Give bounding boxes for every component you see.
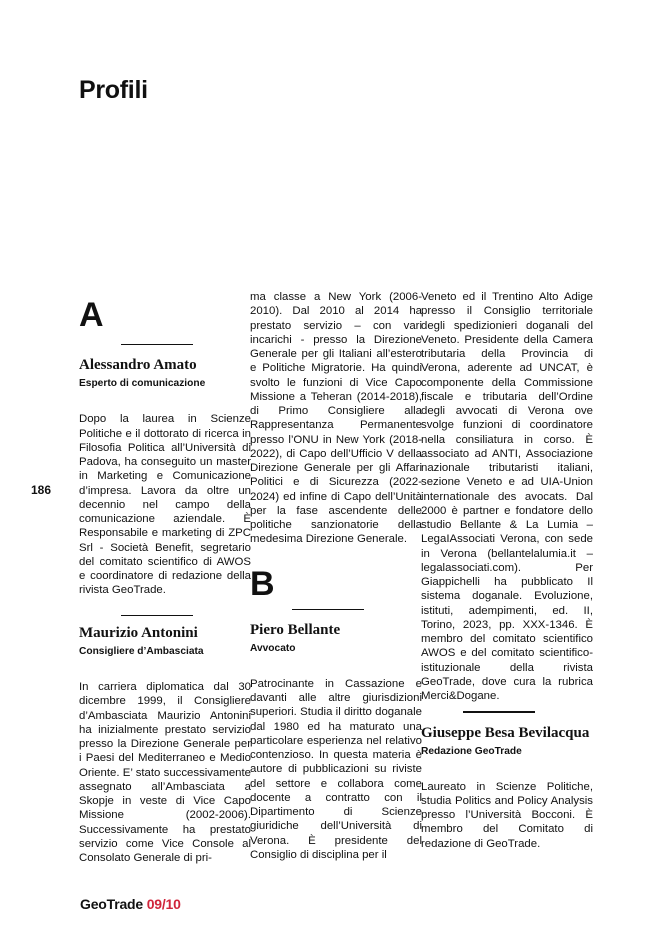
column-1 xyxy=(79,290,251,865)
divider xyxy=(292,609,364,610)
profile-bio: Dopo la laurea in Scienze Politiche e il dottorato di ricerca in Filosofia Politica all’Università di Padova, ha conseguito un master in Marketing e Comunicazione d’impresa. Lavora da oltre un decennio nel campo della comunicazione aziendale. È Responsabile e marketing di ZPC Srl - Società Benefit, segretario del comitato scientifico di AWOS e coordinatore di redazione della rivista GeoTrade. xyxy=(79,413,251,597)
profile-bio: In carriera diplomatica dal 30 dicembre 1999, il Consigliere d’Ambasciata Maurizio Antonini ha inizialmente prestato servizio presso la Direzione Generale per i Paesi del Mediterraneo e Medio Oriente. E’ stato successivamente assegnato all’Ambasciata a Skopje in veste di Vice Capo Missione (2002-2006). Successivamente ha prestato servizio come Vice Console al Consolato Generale di pri- xyxy=(79,681,251,865)
issue-number: 09/10 xyxy=(146,896,181,912)
profile-name: Maurizio Antonini xyxy=(79,625,198,642)
divider xyxy=(463,711,535,712)
profile-bio-continued: ma classe a New York (2006-2010). Dal 2010 al 2014 ha prestato servizio – con vari incarichi - presso la Direzione Generale per gli Italiani all’estero e Politiche Migratorie. Ha quindi svolto le funzioni di Vice Capo Missione a Teheran (2014-2018), di Primo Consigliere alla Rappresentanza Permanente presso l’ONU in New York (2018-2022), di Capo dell’Ufficio V della Direzione Generale per gli Affari Politici e di Sicurezza (2022-2024) ed infine di Capo dell’Unità per la fase ascendente delle politiche sanzionatorie della medesima Direzione Generale. xyxy=(250,291,422,546)
divider xyxy=(121,615,193,616)
profile-name: Giuseppe Besa Bevilacqua xyxy=(421,724,590,741)
column-3 xyxy=(421,290,593,851)
footer-brand xyxy=(80,896,181,912)
profile-name: Piero Bellante xyxy=(250,621,341,638)
page-number: 186 xyxy=(31,483,52,497)
profile-role: Redazione GeoTrade xyxy=(421,745,522,757)
magazine-name: GeoTrade xyxy=(80,896,143,912)
section-letter-b: B xyxy=(250,564,275,603)
profile-role: Avvocato xyxy=(250,642,296,654)
section-letter-a: A xyxy=(79,296,104,334)
profile-bio: Patrocinante in Cassazione e davanti alle altre giurisdizioni superiori. Studia il diritto doganale dal 1980 ed ha maturato una particolare esperienza nel relativo contenzioso. In questa materia è autore di pubblicazioni su riviste del settore e collabora come docente a contratto con il Dipartimento di Scienze giuridiche dell’Università di Verona. È presidente del Consiglio di disciplina per il xyxy=(250,677,422,861)
profile-name: Alessandro Amato xyxy=(79,357,197,374)
profile-bio: Laureato in Scienze Politiche, studia Politics and Policy Analysis presso l’Università Bocconi. È membro del Comitato di redazione di GeoTrade. xyxy=(421,780,593,850)
page-title: Profili xyxy=(79,76,148,104)
profile-bio-continued: Veneto ed il Trentino Alto Adige presso il Consiglio territoriale degli spedizionieri doganali del Veneto. Presidente della Camera tributaria della Provincia di Verona, aderente ad UNCAT, è componente della Commissione fiscale e tributaria dell’Ordine degli avvocati di Verona ove svolge funzioni di coordinatore nella consiliatura in corso. È associato ad ANTI, Associazione nazionale tributaristi italiani, sezione Veneto e ad UIA-Union internationale des avocats. Dal 2000 è partner e fondatore dello studio Bellante & La Lumia – LegaIAssociati Verona, con sede in Verona (bellantelalumia.it – legalassociati.com). Per Giappichelli ha pubblicato Il sistema doganale. Evoluzione, istituti, adempimenti, ed. II, Torino, 2023, pp. XXX-1346. È membro del comitato scientifico AWOS e del comitato scientifico-istituzionale della rivista GeoTrade, dove cura la rubrica Merci&Dogane. xyxy=(421,291,593,702)
column-2 xyxy=(250,290,422,862)
profile-role: Esperto di comunicazione xyxy=(79,378,206,390)
divider xyxy=(121,344,193,345)
profile-role: Consigliere d’Ambasciata xyxy=(79,646,204,658)
